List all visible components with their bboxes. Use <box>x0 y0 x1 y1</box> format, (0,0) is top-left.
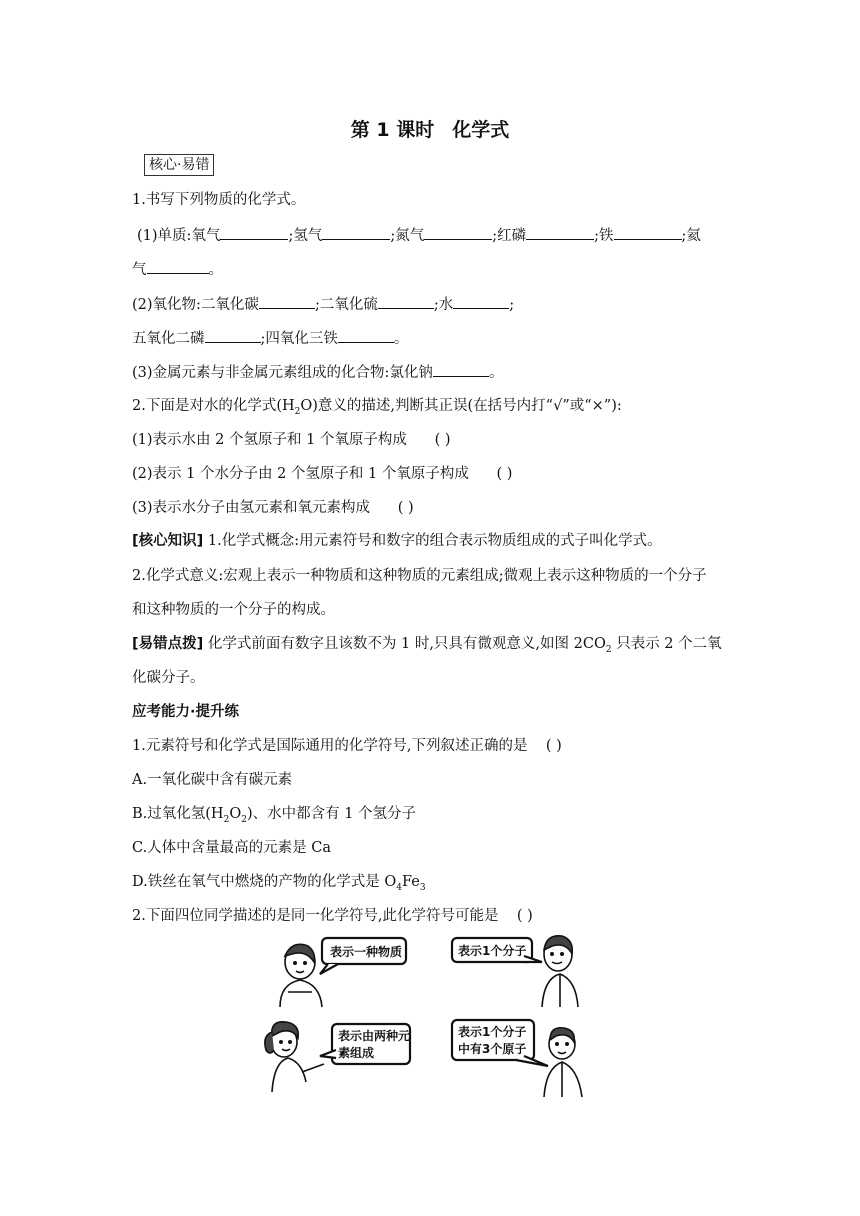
core-knowledge-line1: [核心知识] 1.化学式概念:用元素符号和数字的组合表示物质组成的式子叫化学式。 <box>132 533 662 549</box>
page-title <box>0 115 860 142</box>
q1-part2-cont: 五氧化二磷 ;四氧化三铁 。 <box>132 328 408 349</box>
answer-blank[interactable] <box>424 225 492 240</box>
students-illustration <box>262 932 600 1100</box>
mc1-stem: 1.元素符号和化学式是国际通用的化学符号,下列叙述正确的是 ( ) <box>132 738 562 754</box>
answer-blank[interactable] <box>614 225 682 240</box>
answer-blank[interactable] <box>378 294 434 309</box>
q1-part1: (1)单质:氧气 ;氢气 ;氮气 ;红磷 ;铁 ;氦 <box>137 225 701 246</box>
q2-item-1: (1)表示水由 2 个氢原子和 1 个氧原子构成 ( ) <box>132 432 451 448</box>
mc1-option-a[interactable]: A.一氧化碳中含有碳元素 <box>132 772 293 788</box>
lesson-number: 第 1 课时 <box>350 119 435 141</box>
answer-blank[interactable] <box>220 225 288 240</box>
answer-blank[interactable] <box>338 328 394 343</box>
answer-parentheses[interactable]: ( ) <box>434 432 451 448</box>
section-tag-core-errors: 核心·易错 <box>144 154 214 176</box>
student-figure-1 <box>280 944 322 1007</box>
q2-item-3: (3)表示水分子由氢元素和氧元素构成 ( ) <box>132 500 414 516</box>
q1-stem: 1.书写下列物质的化学式。 <box>132 192 306 208</box>
answer-parentheses[interactable]: ( ) <box>496 466 513 482</box>
q2-item-2: (2)表示 1 个水分子由 2 个氢原子和 1 个氧原子构成 ( ) <box>132 466 513 482</box>
error-tip-label: [易错点拨] <box>132 636 204 652</box>
core-knowledge-line2: 2.化学式意义:宏观上表示一种物质和这种物质的元素组成;微观上表示这种物质的一个分子 <box>132 568 707 584</box>
bubble-3-text-line1: 表示由两种元 <box>338 1029 411 1043</box>
student-figure-3 <box>265 1022 324 1092</box>
answer-blank[interactable] <box>526 225 594 240</box>
core-knowledge-label: [核心知识] <box>132 533 204 549</box>
error-tip-line1: [易错点拨] 化学式前面有数字且该数不为 1 时,只具有微观意义,如图 $2CO_2$ 只表示 2 个二氧 <box>132 636 722 655</box>
bubble-1-text: 表示一种物质 <box>330 945 403 959</box>
core-knowledge-line3: 和这种物质的一个分子的构成。 <box>132 602 335 618</box>
q1-part1-cont: 气 。 <box>132 259 223 280</box>
mc2-stem: 2.下面四位同学描述的是同一化学符号,此化学符号可能是 ( ) <box>132 908 533 924</box>
answer-blank[interactable] <box>205 328 261 343</box>
answer-parentheses[interactable]: ( ) <box>545 738 562 754</box>
mc1-option-b[interactable]: B.过氧化氢$(H_2O_2)$、水中都含有 1 个氢分子 <box>132 806 417 825</box>
bubble-4-text-line2: 中有3个原子 <box>458 1042 527 1056</box>
q1-part2: (2)氧化物:二氧化碳 ;二氧化硫 ;水 ; <box>132 294 514 315</box>
section-title-ability: 应考能力·提升练 <box>132 704 240 720</box>
answer-blank[interactable] <box>322 225 390 240</box>
student-figure-4 <box>544 1028 582 1097</box>
q1-part3: (3)金属元素与非金属元素组成的化合物:氯化钠 。 <box>132 362 503 383</box>
mc1-option-d[interactable]: D.铁丝在氧气中燃烧的产物的化学式是 $O_4Fe_3$ <box>132 874 426 893</box>
answer-parentheses[interactable]: ( ) <box>397 500 414 516</box>
q2-stem: 2.下面是对水的化学式$(H_2O)$意义的描述,判断其正误(在括号内打“√”或“×”): <box>132 398 622 417</box>
answer-blank[interactable] <box>433 362 489 377</box>
student-figure-2 <box>542 936 578 1007</box>
bubble-4-text-line1: 表示1个分子 <box>458 1025 527 1039</box>
bubble-2-text: 表示1个分子 <box>458 944 527 958</box>
mc1-option-c[interactable]: C.人体中含量最高的元素是 Ca <box>132 840 332 856</box>
answer-blank[interactable] <box>453 294 509 309</box>
lesson-topic: 化学式 <box>452 119 510 141</box>
bubble-3-text-line2: 素组成 <box>338 1046 375 1060</box>
error-tip-line2: 化碳分子。 <box>132 670 205 686</box>
answer-blank[interactable] <box>147 259 209 274</box>
answer-blank[interactable] <box>259 294 315 309</box>
answer-parentheses[interactable]: ( ) <box>516 908 533 924</box>
